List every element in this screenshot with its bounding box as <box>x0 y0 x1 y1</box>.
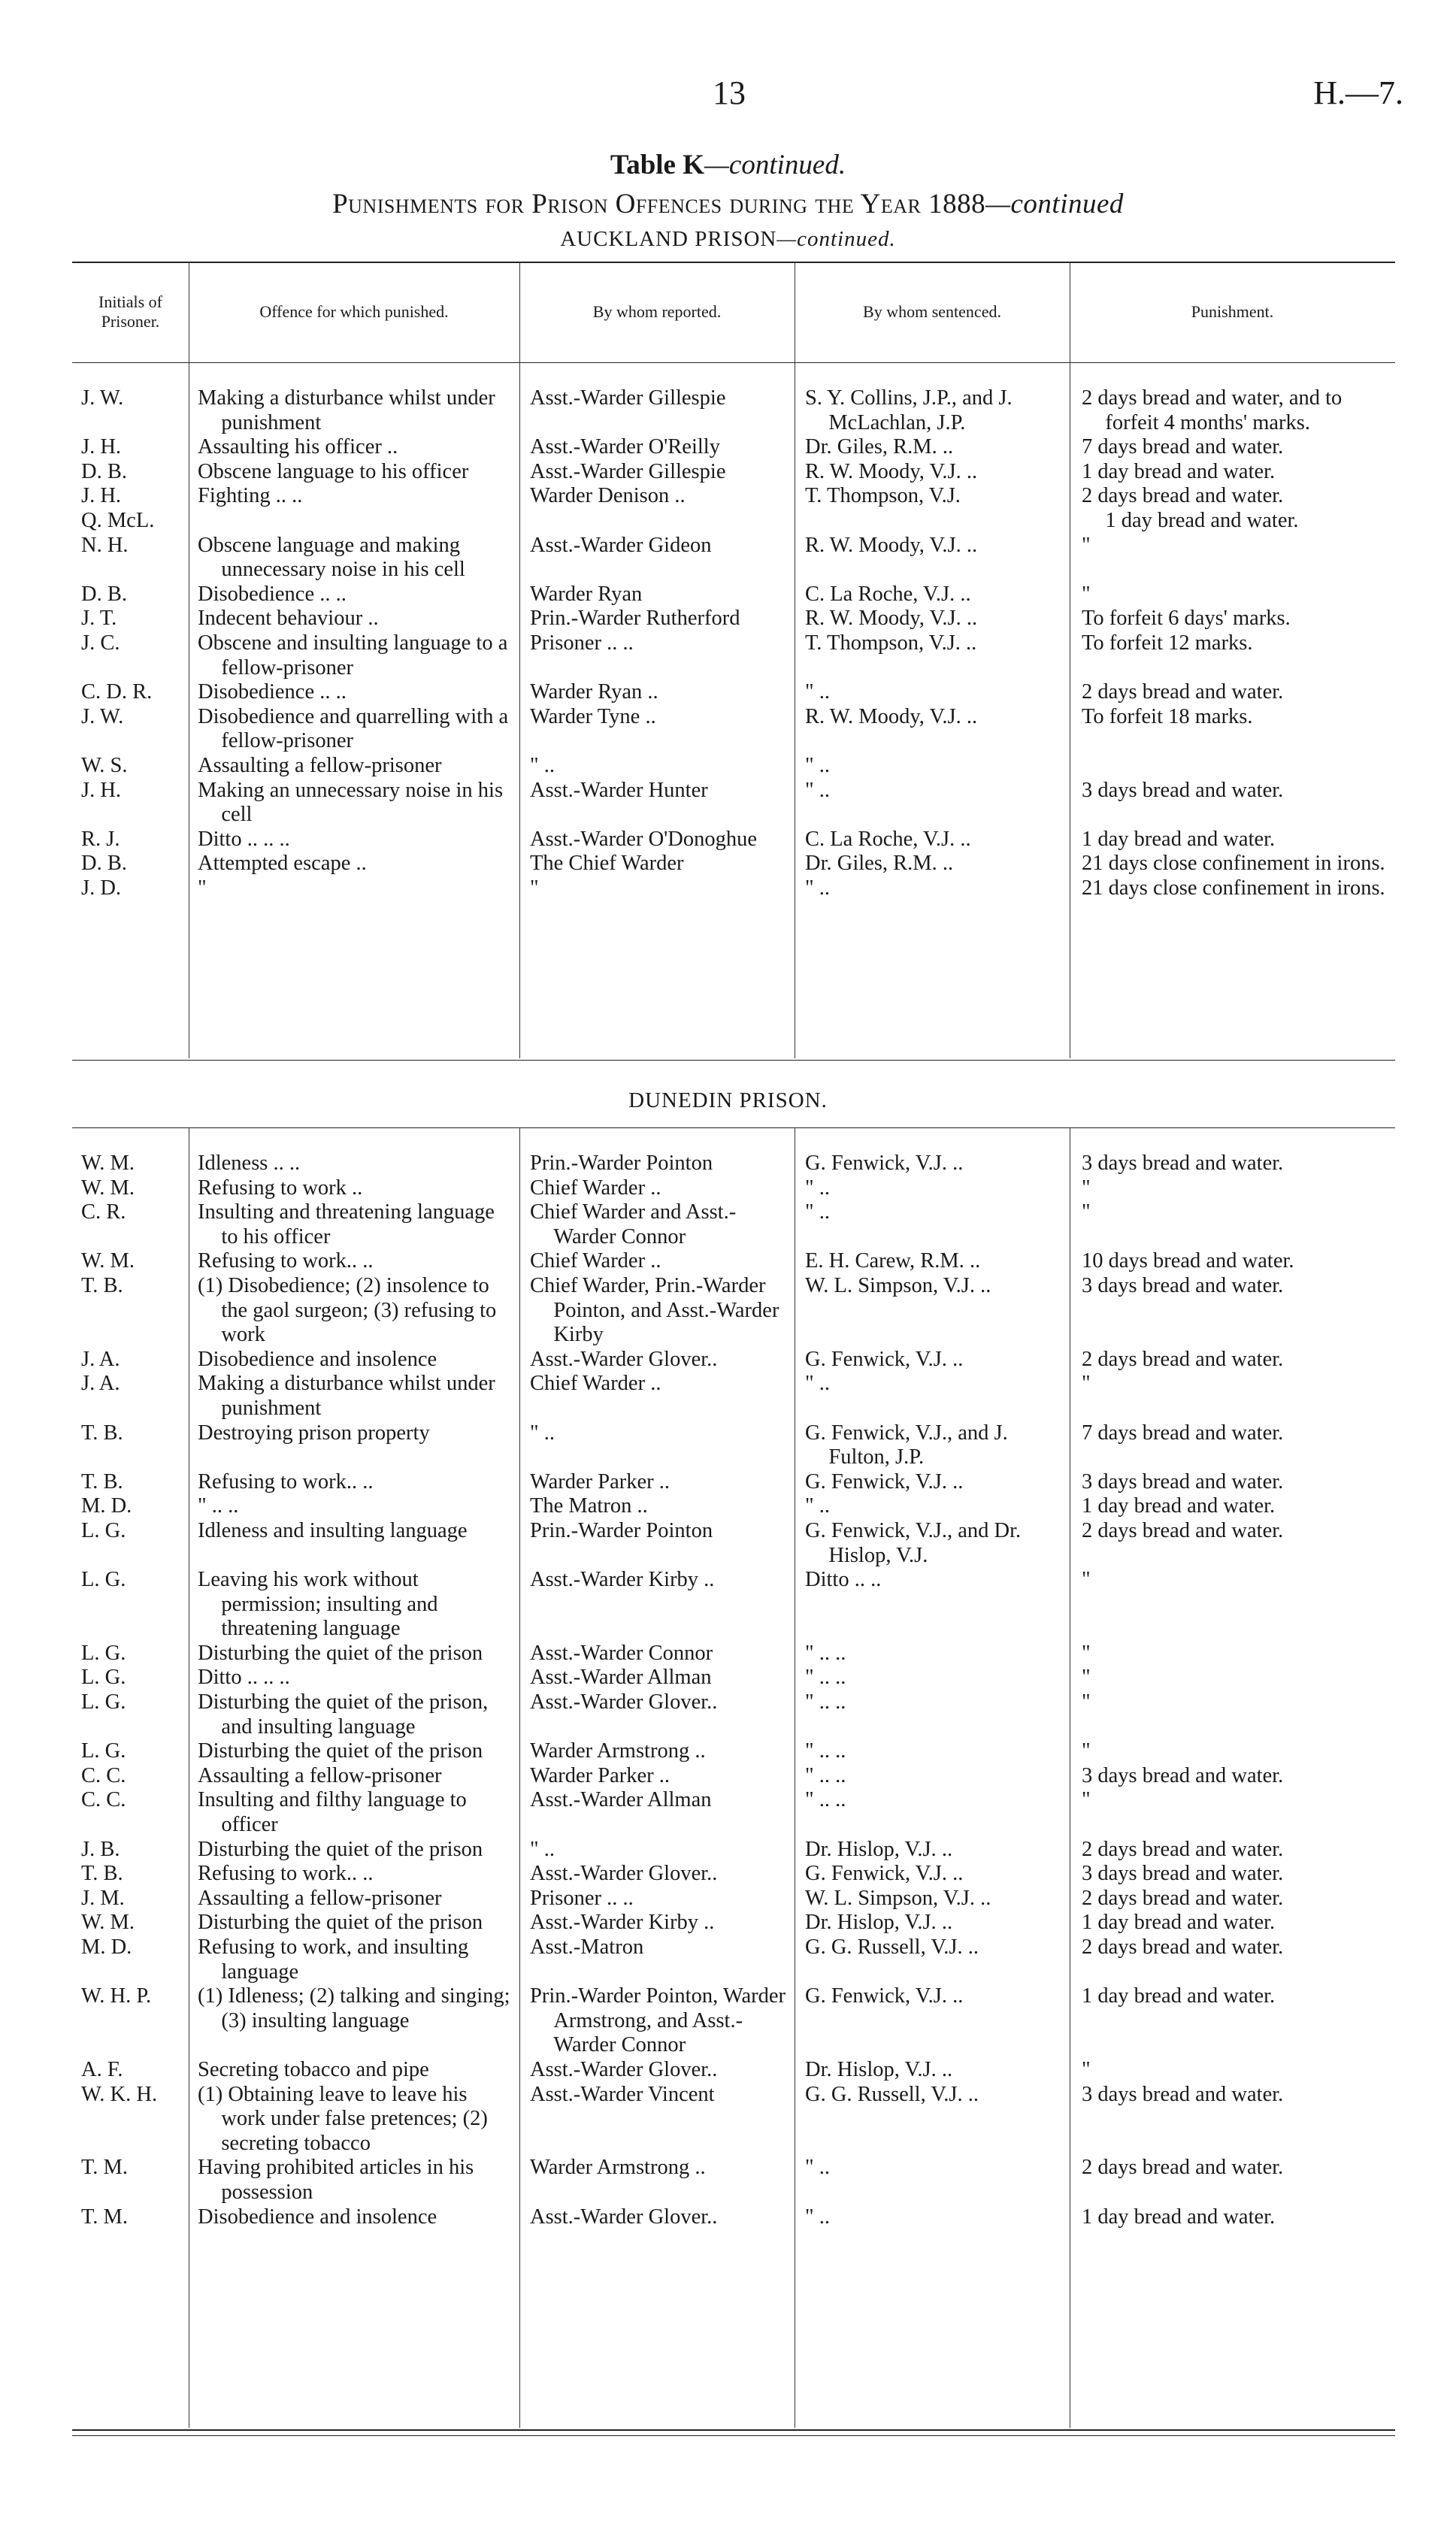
cell-punishment: " <box>1082 1739 1091 1763</box>
cell-reported: Warder Ryan .. <box>530 680 658 704</box>
cell-initials: L. G. <box>81 1568 126 1592</box>
table-row <box>72 828 1395 852</box>
cell-offence: Disturbing the quiet of the prison <box>198 1911 483 1935</box>
cell-punishment: 3 days bread and water. <box>1082 1763 1284 1787</box>
table-row <box>72 1274 1395 1348</box>
cell-offence: Disturbing the quiet of the prison, and insulting language <box>198 1690 489 1739</box>
column-header-reported: By whom reported. <box>592 302 722 321</box>
cell-reported: Asst.-Warder Glover.. <box>530 1862 718 1886</box>
cell-offence: Obscene language to his officer <box>198 459 469 483</box>
cell-offence: Attempted escape .. <box>198 852 367 876</box>
cell-reported: Asst.-Warder Glover.. <box>530 1690 718 1714</box>
cell-sentenced: " .. <box>805 680 831 704</box>
cell-initials: L. G. <box>81 1666 126 1690</box>
table-row <box>72 1690 1395 1739</box>
cell-sentenced: Dr. Hislop, V.J. .. <box>805 1911 953 1935</box>
cell-sentenced: G. Fenwick, V.J. .. <box>805 1469 964 1494</box>
cell-offence: Ditto .. .. .. <box>198 1666 290 1690</box>
cell-punishment: To forfeit 18 marks. <box>1082 704 1253 728</box>
subtitle-continued: —continued <box>985 189 1124 219</box>
table-row <box>72 1568 1395 1642</box>
cell-punishment: 2 days bread and water. <box>1082 2156 1284 2180</box>
cell-punishment: 3 days bread and water. <box>1082 1152 1284 1175</box>
cell-punishment: " <box>1082 1666 1091 1690</box>
cell-punishment: 1 day bread and water. <box>1082 1911 1276 1935</box>
cell-offence: Assaulting a fellow-prisoner <box>198 753 442 777</box>
cell-punishment: 1 day bread and water. <box>1082 1494 1276 1518</box>
table-row <box>72 705 1395 754</box>
cell-initials: J. H. <box>81 778 122 802</box>
cell-punishment: " <box>1082 2057 1091 2081</box>
table-row <box>72 1176 1395 1201</box>
table-row <box>72 1372 1395 1421</box>
cell-initials: J. T. <box>81 607 117 631</box>
cell-initials: J. W. <box>81 386 124 410</box>
cell-sentenced: " .. <box>805 753 831 777</box>
cell-sentenced: " .. .. <box>805 1666 846 1690</box>
cell-reported: Asst.-Warder Vincent <box>530 2082 715 2106</box>
cell-sentenced: E. H. Carew, R.M. .. <box>805 1249 981 1273</box>
cell-initials: D. B. <box>81 459 127 483</box>
cell-sentenced: W. L. Simpson, V.J. .. <box>805 1273 991 1297</box>
cell-reported: Warder Tyne .. <box>530 704 656 728</box>
section-title-auckland <box>0 227 1456 252</box>
cell-punishment: 1 day bread and water. <box>1082 1984 1276 2008</box>
table-row <box>72 1348 1395 1372</box>
cell-sentenced: T. Thompson, V.J. <box>805 484 961 508</box>
cell-offence: Insulting and threatening language to his officer <box>198 1200 495 1248</box>
cell-offence: Disobedience and insolence <box>198 1347 437 1371</box>
table-row <box>72 1200 1395 1249</box>
table-row <box>72 1862 1395 1887</box>
cell-punishment: To forfeit 12 marks. <box>1082 631 1253 655</box>
table-row <box>72 1764 1395 1789</box>
table-row <box>72 1519 1395 1568</box>
cell-sentenced: R. W. Moody, V.J. .. <box>805 459 978 483</box>
column-header-offence: Offence for which punished. <box>259 302 449 321</box>
table-bottom-double-rule <box>72 2435 1395 2436</box>
cell-punishment: " <box>1082 1200 1091 1224</box>
table-row <box>72 1494 1395 1519</box>
cell-sentenced: " .. .. <box>805 1739 846 1763</box>
cell-reported: Asst.-Warder Gillespie <box>530 459 726 483</box>
cell-reported: Prin.-Warder Pointon <box>530 1518 713 1542</box>
cell-sentenced: C. La Roche, V.J. .. <box>805 827 971 851</box>
table-subtitle <box>0 188 1456 220</box>
cell-punishment: " <box>1082 1641 1091 1665</box>
dunedin-top-rule <box>72 1127 1395 1128</box>
cell-sentenced: R. W. Moody, V.J. .. <box>805 704 978 728</box>
section-title-text: DUNEDIN PRISON. <box>628 1088 828 1112</box>
cell-offence: Disobedience .. .. <box>198 582 347 606</box>
cell-sentenced: Dr. Giles, R.M. .. <box>805 852 954 876</box>
table-row <box>72 1642 1395 1666</box>
cell-reported: Warder Ryan <box>530 582 643 606</box>
cell-punishment: " <box>1082 533 1091 557</box>
cell-offence: Disobedience and insolence <box>198 2205 437 2229</box>
table-row <box>72 386 1395 435</box>
cell-punishment: 1 day bread and water. <box>1082 2205 1276 2229</box>
table-row <box>72 1838 1395 1863</box>
table-row <box>72 754 1395 779</box>
table-title-continued: —continued. <box>704 150 846 180</box>
cell-reported: Asst.-Warder Kirby .. <box>530 1911 715 1935</box>
table-row <box>72 2058 1395 2083</box>
cell-punishment: 2 days bread and water. <box>1082 680 1284 704</box>
table-row <box>72 680 1395 705</box>
cell-reported: Chief Warder .. <box>530 1249 661 1273</box>
cell-initials: W. M. <box>81 1911 135 1935</box>
cell-sentenced: " .. <box>805 1494 831 1518</box>
table-row <box>72 852 1395 876</box>
cell-initials: D. B. <box>81 852 127 876</box>
cell-offence: Destroying prison property <box>198 1421 430 1445</box>
table-row <box>72 876 1395 901</box>
cell-reported: Warder Armstrong .. <box>530 2156 706 2180</box>
cell-initials: W. M. <box>81 1249 135 1273</box>
page-number: 13 <box>713 74 746 111</box>
cell-sentenced: R. W. Moody, V.J. .. <box>805 607 978 631</box>
table-row <box>72 1666 1395 1690</box>
cell-initials: J. B. <box>81 1837 120 1861</box>
cell-sentenced: S. Y. Collins, J.P., and J. McLachlan, J.P. <box>805 386 1013 434</box>
cell-sentenced: " .. .. <box>805 1788 846 1812</box>
cell-sentenced: G. Fenwick, V.J. .. <box>805 1347 964 1371</box>
cell-reported: Asst.-Warder Hunter <box>530 778 708 802</box>
cell-reported: Asst.-Warder Connor <box>530 1641 713 1665</box>
cell-sentenced: G. Fenwick, V.J. .. <box>805 1862 964 1886</box>
cell-initials: J. A. <box>81 1347 120 1371</box>
cell-punishment: 2 days bread and water, and to forfeit 4 months' marks. <box>1082 386 1342 434</box>
cell-sentenced: G. Fenwick, V.J. .. <box>805 1152 964 1175</box>
table-row <box>72 607 1395 631</box>
cell-reported: Prin.-Warder Pointon, Warder Armstrong, and Asst.-Warder Connor <box>530 1984 786 2057</box>
cell-initials: W. M. <box>81 1152 135 1175</box>
table-row <box>72 2156 1395 2205</box>
cell-sentenced: G. Fenwick, V.J., and J. Fulton, J.P. <box>805 1421 1008 1469</box>
cell-sentenced: " .. <box>805 778 831 802</box>
cell-reported: Chief Warder .. <box>530 1176 661 1200</box>
cell-reported: Warder Armstrong .. <box>530 1739 706 1763</box>
cell-offence: (1) Disobedience; (2) insolence to the gaol surgeon; (3) refusing to work <box>198 1273 497 1347</box>
cell-punishment: 21 days close confinement in irons. <box>1082 876 1385 900</box>
table-row <box>72 1935 1395 1984</box>
subtitle-text: Punishments for Prison Offences during the Year 1888 <box>332 189 986 219</box>
table-row <box>72 484 1395 533</box>
cell-sentenced: " .. <box>805 2205 831 2229</box>
table-row <box>72 583 1395 607</box>
column-header-punishment: Punishment. <box>1191 302 1274 321</box>
cell-offence: Insulting and filthy language to officer <box>198 1788 467 1837</box>
cell-initials: D. B. <box>81 582 127 606</box>
cell-offence: Having prohibited articles in his possession <box>198 2156 474 2204</box>
cell-initials: T. B. <box>81 1862 123 1886</box>
cell-punishment <box>1070 754 1395 779</box>
table-row <box>72 2083 1395 2156</box>
cell-reported: Asst.-Warder Allman <box>530 1788 712 1812</box>
table-row <box>72 2205 1395 2230</box>
cell-reported: Warder Parker .. <box>530 1469 670 1494</box>
cell-sentenced: " .. .. <box>805 1690 846 1714</box>
table-row <box>72 1984 1395 2058</box>
cell-punishment: 3 days bread and water. <box>1082 778 1284 802</box>
cell-punishment: 1 day bread and water. <box>1082 827 1276 851</box>
column-header-sentenced: By whom sentenced. <box>863 302 1001 321</box>
cell-reported: Asst.-Warder Gillespie <box>530 386 726 410</box>
cell-punishment: " <box>1082 582 1091 606</box>
cell-initials: W. H. P. <box>81 1984 152 2008</box>
cell-punishment: " <box>1082 1176 1091 1200</box>
cell-punishment: 2 days bread and water. <box>1082 1837 1284 1861</box>
cell-initials: J. C. <box>81 631 120 655</box>
cell-offence: Ditto .. .. .. <box>198 827 290 851</box>
cell-initials: W. M. <box>81 1176 135 1200</box>
cell-sentenced: G. Fenwick, V.J., and Dr. Hislop, V.J. <box>805 1518 1022 1567</box>
cell-sentenced: " .. <box>805 1200 831 1224</box>
cell-punishment: 10 days bread and water. <box>1082 1249 1294 1273</box>
cell-sentenced: G. G. Russell, V.J. .. <box>805 2082 979 2106</box>
cell-initials: C. R. <box>81 1200 126 1224</box>
column-header-initials: Initials of Prisoner. <box>98 292 162 331</box>
cell-punishment: 1 day bread and water. <box>1082 459 1276 483</box>
cell-sentenced: W. L. Simpson, V.J. .. <box>805 1886 991 1910</box>
cell-offence: Assaulting his officer .. <box>198 435 398 459</box>
table-title-text: Table K <box>610 150 705 180</box>
cell-punishment: 7 days bread and water. <box>1082 1421 1284 1445</box>
table-row <box>72 460 1395 485</box>
cell-punishment: 3 days bread and water. <box>1082 2082 1284 2106</box>
cell-offence: Refusing to work, and insulting language <box>198 1935 469 1984</box>
cell-sentenced: Dr. Hislop, V.J. .. <box>805 1837 953 1861</box>
cell-reported: Prin.-Warder Rutherford <box>530 607 740 631</box>
table-row <box>72 534 1395 583</box>
cell-offence: Obscene language and making unnecessary noise in his cell <box>198 533 465 582</box>
cell-offence: " <box>198 876 207 900</box>
cell-sentenced: Dr. Hislop, V.J. .. <box>805 2057 953 2081</box>
cell-offence: Obscene and insulting language to a fellow-prisoner <box>198 631 508 679</box>
cell-reported: The Chief Warder <box>530 852 684 876</box>
section-title-dunedin <box>0 1088 1456 1113</box>
cell-initials: R. J. <box>81 827 120 851</box>
cell-sentenced: Ditto .. .. <box>805 1568 882 1592</box>
cell-punishment: 3 days bread and water. <box>1082 1273 1284 1297</box>
cell-initials: C. C. <box>81 1763 126 1787</box>
table-row <box>72 1249 1395 1274</box>
cell-reported: " .. <box>530 1421 555 1445</box>
cell-initials: J. A. <box>81 1372 120 1396</box>
cell-sentenced: T. Thompson, V.J. .. <box>805 631 977 655</box>
table-row <box>72 1421 1395 1470</box>
cell-initials: T. B. <box>81 1273 123 1297</box>
cell-offence: Making a disturbance whilst under punishment <box>198 386 495 434</box>
cell-sentenced: Dr. Giles, R.M. .. <box>805 435 954 459</box>
cell-offence: Secreting tobacco and pipe <box>198 2057 429 2081</box>
table-title <box>0 149 1456 181</box>
cell-punishment: " <box>1082 1690 1091 1714</box>
cell-sentenced: R. W. Moody, V.J. .. <box>805 533 978 557</box>
cell-offence: Assaulting a fellow-prisoner <box>198 1886 442 1910</box>
cell-punishment: 2 days bread and water. <box>1082 1886 1284 1910</box>
cell-punishment: To forfeit 6 days' marks. <box>1082 607 1291 631</box>
cell-sentenced: " .. <box>805 876 831 900</box>
cell-reported: " <box>530 876 539 900</box>
cell-reported: Warder Parker .. <box>530 1763 670 1787</box>
cell-initials: L. G. <box>81 1739 126 1763</box>
cell-offence: Refusing to work.. .. <box>198 1249 374 1273</box>
cell-offence: Refusing to work.. .. <box>198 1862 374 1886</box>
table-row <box>72 1152 1395 1176</box>
cell-punishment: 21 days close confinement in irons. <box>1082 852 1385 876</box>
cell-offence: Disturbing the quiet of the prison <box>198 1739 483 1763</box>
auckland-table <box>72 386 1395 900</box>
cell-initials: L. G. <box>81 1690 126 1714</box>
table-row <box>72 435 1395 460</box>
cell-initials: M. D. <box>81 1935 132 1959</box>
cell-initials: T. B. <box>81 1421 123 1445</box>
cell-sentenced: C. La Roche, V.J. .. <box>805 582 971 606</box>
cell-reported: Asst.-Warder Gideon <box>530 533 712 557</box>
dunedin-table <box>72 1152 1395 2229</box>
cell-offence: Refusing to work.. .. <box>198 1469 374 1494</box>
cell-punishment: 3 days bread and water. <box>1082 1469 1284 1494</box>
cell-offence: Disturbing the quiet of the prison <box>198 1641 483 1665</box>
header-bottom-rule <box>72 362 1395 363</box>
cell-punishment: 2 days bread and water. <box>1082 1518 1284 1542</box>
cell-reported: Asst.-Warder Glover.. <box>530 2057 718 2081</box>
cell-initials: J. H. Q. McL. <box>81 484 155 532</box>
cell-reported: The Matron .. <box>530 1494 648 1518</box>
cell-punishment: 7 days bread and water. <box>1082 435 1284 459</box>
cell-offence: Disobedience and quarrelling with a fellow-prisoner <box>198 704 509 753</box>
cell-reported: Asst.-Warder Kirby .. <box>530 1568 715 1592</box>
table-row <box>72 1911 1395 1935</box>
section-title-continued: —continued. <box>776 227 896 251</box>
cell-punishment: " <box>1082 1788 1091 1812</box>
cell-offence: Indecent behaviour .. <box>198 607 379 631</box>
cell-reported: " .. <box>530 753 555 777</box>
cell-reported: Prisoner .. .. <box>530 631 634 655</box>
cell-initials: T. M. <box>81 2205 129 2229</box>
cell-reported: Asst.-Warder Glover.. <box>530 1347 718 1371</box>
cell-offence: Fighting .. .. <box>198 484 303 508</box>
table-row <box>72 779 1395 828</box>
cell-punishment: 2 days bread and water. 1 day bread and water. <box>1082 484 1299 532</box>
cell-initials: C. D. R. <box>81 680 153 704</box>
auckland-bottom-rule <box>72 1060 1395 1061</box>
table-row <box>72 631 1395 680</box>
cell-reported: Prisoner .. .. <box>530 1886 634 1910</box>
cell-offence: Assaulting a fellow-prisoner <box>198 1763 442 1787</box>
table-row <box>72 1470 1395 1495</box>
cell-initials: L. G. <box>81 1518 126 1542</box>
cell-reported: Asst.-Matron <box>530 1935 644 1959</box>
cell-initials: A. F. <box>81 2057 123 2081</box>
cell-reported: Prin.-Warder Pointon <box>530 1152 713 1175</box>
cell-offence: Making an unnecessary noise in his cell <box>198 778 504 827</box>
cell-initials: J. H. <box>81 435 122 459</box>
cell-reported: Warder Denison .. <box>530 484 686 508</box>
cell-initials: T. B. <box>81 1469 123 1494</box>
cell-sentenced: " .. <box>805 1372 831 1396</box>
cell-reported: Chief Warder and Asst.-Warder Connor <box>530 1200 737 1248</box>
cell-reported: " .. <box>530 1837 555 1861</box>
cell-initials: N. H. <box>81 533 129 557</box>
cell-offence: Disobedience .. .. <box>198 680 347 704</box>
cell-initials: J. D. <box>81 876 122 900</box>
cell-reported: Asst.-Warder Glover.. <box>530 2205 718 2229</box>
cell-offence: Making a disturbance whilst under punishment <box>198 1372 495 1420</box>
cell-offence: Idleness and insulting language <box>198 1518 468 1542</box>
table-bottom-rule <box>72 2429 1395 2431</box>
cell-sentenced: G. Fenwick, V.J. .. <box>805 1984 964 2008</box>
cell-punishment: " <box>1082 1568 1091 1592</box>
cell-reported: Chief Warder .. <box>530 1372 661 1396</box>
cell-offence: (1) Obtaining leave to leave his work under false pretences; (2) secreting tobacco <box>198 2082 488 2155</box>
cell-sentenced: G. G. Russell, V.J. .. <box>805 1935 979 1959</box>
table-row <box>72 1739 1395 1764</box>
cell-reported: Asst.-Warder Allman <box>530 1666 712 1690</box>
cell-punishment: 2 days bread and water. <box>1082 1347 1284 1371</box>
table-row <box>72 1887 1395 1911</box>
cell-offence: Refusing to work .. <box>198 1176 363 1200</box>
cell-offence: Leaving his work without permission; insulting and threatening language <box>198 1568 438 1641</box>
cell-initials: J. M. <box>81 1886 125 1910</box>
cell-initials: C. C. <box>81 1788 126 1812</box>
cell-initials: J. W. <box>81 704 124 728</box>
cell-sentenced: " .. <box>805 1176 831 1200</box>
cell-initials: W. S. <box>81 753 128 777</box>
cell-reported: Asst.-Warder O'Donoghue <box>530 827 758 851</box>
table-row <box>72 1788 1395 1837</box>
cell-offence: Idleness .. .. <box>198 1152 301 1175</box>
cell-initials: M. D. <box>81 1494 132 1518</box>
cell-offence: " .. .. <box>198 1494 239 1518</box>
cell-reported: Chief Warder, Prin.-Warder Pointon, and Asst.-Warder Kirby <box>530 1273 779 1347</box>
cell-initials: T. M. <box>81 2156 129 2180</box>
cell-initials: W. K. H. <box>81 2082 158 2106</box>
cell-sentenced: " .. .. <box>805 1641 846 1665</box>
cell-punishment: 3 days bread and water. <box>1082 1862 1284 1886</box>
section-title-text: AUCKLAND PRISON <box>560 227 777 251</box>
cell-initials: L. G. <box>81 1641 126 1665</box>
cell-sentenced: " .. .. <box>805 1763 846 1787</box>
cell-punishment: 2 days bread and water. <box>1082 1935 1284 1959</box>
page-reference: H.—7. <box>1313 74 1403 111</box>
cell-punishment: " <box>1082 1372 1091 1396</box>
cell-reported: Asst.-Warder O'Reilly <box>530 435 720 459</box>
cell-sentenced: " .. <box>805 2156 831 2180</box>
cell-offence: (1) Idleness; (2) talking and singing; (3) insulting language <box>198 1984 510 2032</box>
cell-offence: Disturbing the quiet of the prison <box>198 1837 483 1861</box>
